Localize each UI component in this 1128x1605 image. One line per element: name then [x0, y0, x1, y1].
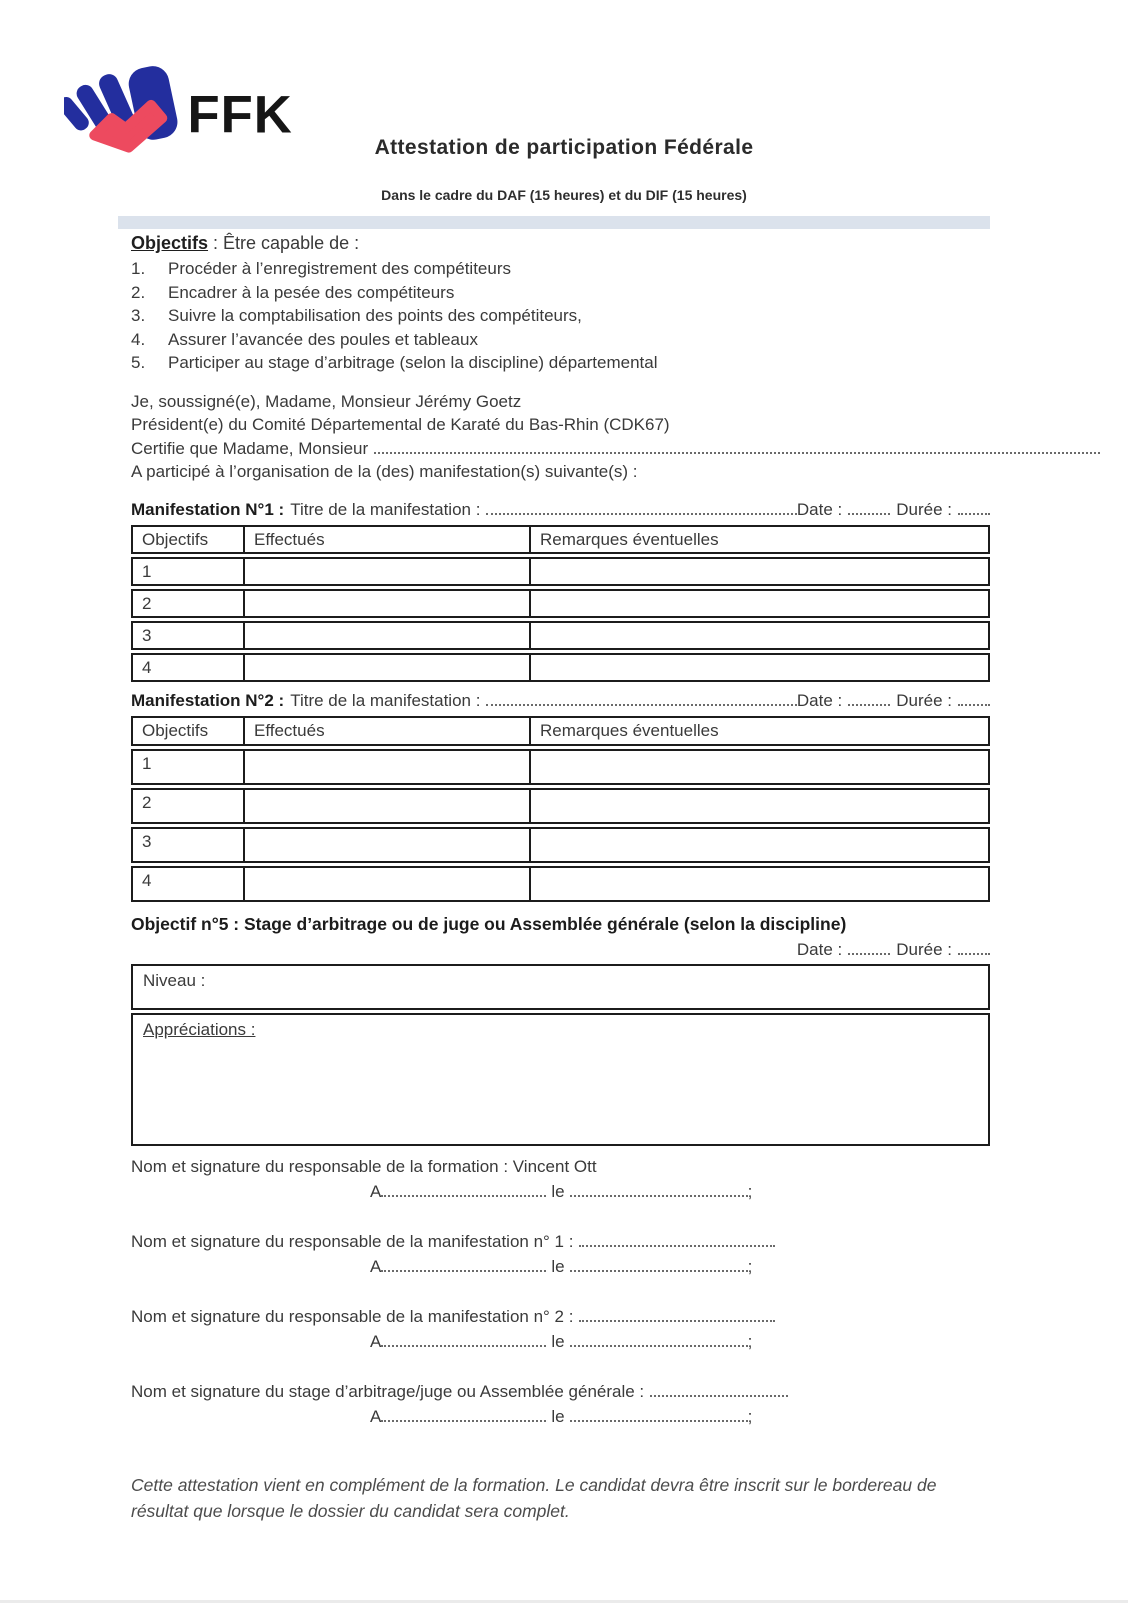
- signature-name-blank: [650, 1384, 788, 1397]
- objective-item: [131, 304, 990, 328]
- effectues-cell: [245, 653, 531, 682]
- effectues-cell: [245, 827, 531, 863]
- remarques-cell: [531, 866, 990, 902]
- signature-label-line: [131, 1230, 990, 1253]
- objective-item: [131, 351, 990, 375]
- signature-label: Nom et signature du stage d’arbitrage/juge ou Assemblée générale :: [131, 1381, 645, 1401]
- objective-text: Assurer l’avancée des poules et tableaux: [168, 329, 478, 349]
- declaration: [131, 390, 1100, 484]
- date-blank: [570, 1334, 748, 1347]
- manifestation1-label: Manifestation N°1 :: [131, 499, 285, 519]
- manifestation1-title-blank: [486, 502, 796, 515]
- effectues-cell: [245, 788, 531, 824]
- objective5-date-blank: [848, 942, 890, 955]
- manifestation2-duration-blank: [958, 693, 990, 706]
- table-row: [131, 788, 990, 824]
- objective-number: 4.: [131, 329, 146, 349]
- signature-label-line: [131, 1305, 990, 1328]
- place-blank: [381, 1409, 546, 1422]
- manifestation1-duration-label: Durée :: [896, 499, 952, 519]
- page-title: Attestation de participation Fédérale: [374, 136, 754, 159]
- objective5-duration-label: Durée :: [896, 939, 952, 959]
- objectif-cell: 2: [131, 788, 245, 824]
- manifestation2-table: [131, 713, 990, 905]
- table-header-row: [131, 525, 990, 554]
- le-label: le: [551, 1406, 565, 1426]
- objectif-cell: 4: [131, 653, 245, 682]
- objective5-heading: Objectif n°5 : Stage d’arbitrage ou de juge ou Assemblée générale (selon la discipline): [131, 913, 847, 934]
- signature-block-formation: [131, 1155, 990, 1203]
- signature-label: Nom et signature du responsable de la manifestation n° 1 :: [131, 1231, 574, 1251]
- col-header-objectifs: Objectifs: [131, 716, 245, 746]
- date-blank: [570, 1259, 748, 1272]
- niveau-box: [131, 964, 990, 1010]
- signature-place-date-line: [131, 1330, 990, 1353]
- objective-item: [131, 328, 990, 352]
- manifestation2-duration-label: Durée :: [896, 690, 952, 710]
- signature-block-manifestation1: [131, 1230, 990, 1278]
- effectues-cell: [245, 589, 531, 618]
- a-label: A: [370, 1406, 382, 1426]
- table-row: [131, 866, 990, 902]
- name-blank-field: [374, 441, 1100, 454]
- date-blank: [570, 1184, 748, 1197]
- objectif-cell: 3: [131, 621, 245, 650]
- remarques-cell: [531, 621, 990, 650]
- a-label: A: [370, 1181, 382, 1201]
- table-row: [131, 621, 990, 650]
- semicolon: ;: [747, 1406, 753, 1426]
- effectues-cell: [245, 866, 531, 902]
- objectif-cell: 4: [131, 866, 245, 902]
- manifestation1-heading: [131, 498, 990, 521]
- a-label: A: [370, 1256, 382, 1276]
- declaration-line1: Je, soussigné(e), Madame, Monsieur Jérémy Goetz: [131, 391, 522, 411]
- remarques-cell: [531, 653, 990, 682]
- col-header-effectues: Effectués: [245, 525, 531, 554]
- signature-value: Vincent Ott: [508, 1156, 597, 1176]
- manifestation1-date-blank: [848, 502, 890, 515]
- objective-text: Procéder à l’enregistrement des compétiteurs: [168, 259, 511, 278]
- le-label: le: [551, 1181, 565, 1201]
- signature-label-line: [131, 1155, 990, 1178]
- manifestation1-date-label: Date :: [796, 499, 843, 519]
- objectif-cell: 1: [131, 749, 245, 785]
- logo-text: FFK: [187, 85, 293, 145]
- manifestation2-label: Manifestation N°2 :: [131, 690, 285, 710]
- objectif-cell: 2: [131, 589, 245, 618]
- page-bottom-strip: [0, 1600, 1128, 1603]
- objective5-date-label: Date :: [796, 939, 843, 959]
- semicolon: ;: [747, 1181, 753, 1201]
- signature-label: Nom et signature du responsable de la manifestation n° 2 :: [131, 1306, 574, 1326]
- effectues-cell: [245, 621, 531, 650]
- remarques-cell: [531, 827, 990, 863]
- remarques-cell: [531, 589, 990, 618]
- col-header-remarques: Remarques éventuelles: [531, 716, 990, 746]
- signature-name-blank: [579, 1234, 775, 1247]
- page-subtitle: Dans le cadre du DAF (15 heures) et du DIF (15 heures): [381, 187, 747, 203]
- table-row: [131, 589, 990, 618]
- manifestation1-title-label: Titre de la manifestation :: [290, 499, 481, 519]
- place-blank: [381, 1184, 546, 1197]
- col-header-effectues: Effectués: [245, 716, 531, 746]
- manifestation2-title-blank: [486, 693, 796, 706]
- table-header-row: [131, 716, 990, 746]
- remarques-cell: [531, 788, 990, 824]
- effectues-cell: [245, 557, 531, 586]
- accent-bar: [118, 216, 990, 229]
- objectif-cell: 3: [131, 827, 245, 863]
- niveau-label: Niveau :: [143, 970, 206, 990]
- table-row: [131, 653, 990, 682]
- col-header-objectifs: Objectifs: [131, 525, 245, 554]
- place-blank: [381, 1334, 546, 1347]
- signature-label-line: [131, 1380, 990, 1403]
- signature-place-date-line: [131, 1180, 990, 1203]
- objective-number: 2.: [131, 282, 146, 302]
- a-label: A: [370, 1331, 382, 1351]
- le-label: le: [551, 1331, 565, 1351]
- manifestation1-table: [131, 522, 990, 685]
- semicolon: ;: [747, 1331, 753, 1351]
- table-row: [131, 749, 990, 785]
- table-row: [131, 827, 990, 863]
- le-label: le: [551, 1256, 565, 1276]
- signature-block-arbitrage: [131, 1380, 990, 1428]
- declaration-line2: Président(e) du Comité Départemental de Karaté du Bas-Rhin (CDK67): [131, 415, 670, 434]
- semicolon: ;: [747, 1256, 753, 1276]
- place-blank: [381, 1259, 546, 1272]
- manifestation2-date-blank: [848, 693, 890, 706]
- manifestation1-duration-blank: [958, 502, 990, 515]
- objective-text: Suivre la comptabilisation des points des compétiteurs,: [168, 306, 582, 325]
- objective-text: Participer au stage d’arbitrage (selon la discipline) départemental: [168, 353, 658, 372]
- objectives-label: Objectifs: [131, 233, 209, 253]
- objective-item: [131, 281, 990, 305]
- remarques-cell: [531, 749, 990, 785]
- signature-block-manifestation2: [131, 1305, 990, 1353]
- objective5-date-line: [131, 938, 990, 961]
- remarques-cell: [531, 557, 990, 586]
- effectues-cell: [245, 749, 531, 785]
- date-blank: [570, 1409, 748, 1422]
- signature-place-date-line: [131, 1405, 990, 1428]
- signature-label: Nom et signature du responsable de la formation :: [131, 1156, 509, 1176]
- objectives-heading: [131, 232, 990, 255]
- objectif-cell: 1: [131, 557, 245, 586]
- objective-text: Encadrer à la pesée des compétiteurs: [168, 282, 455, 302]
- declaration-line3: [131, 437, 1100, 461]
- objectives-suffix: : Être capable de :: [208, 233, 360, 253]
- certify-label: Certifie que Madame, Monsieur: [131, 438, 369, 458]
- table-row: [131, 557, 990, 586]
- col-header-remarques: Remarques éventuelles: [531, 525, 990, 554]
- manifestation2-heading: [131, 689, 990, 712]
- declaration-line4: A participé à l’organisation de la (des) manifestation(s) suivante(s) :: [131, 462, 638, 481]
- appreciations-box: [131, 1013, 990, 1146]
- signature-name-blank: [579, 1309, 775, 1322]
- objective-number: 1.: [131, 259, 146, 278]
- manifestation2-date-label: Date :: [796, 690, 843, 710]
- objective-item: [131, 257, 990, 281]
- manifestation2-title-label: Titre de la manifestation :: [290, 690, 481, 710]
- objective-number: 3.: [131, 306, 146, 325]
- signature-place-date-line: [131, 1255, 990, 1278]
- footer-note: Cette attestation vient en complément de la formation. Le candidat devra être inscrit sur le bordereau de résultat que lorsque le dossier du candidat sera complet.: [131, 1474, 937, 1521]
- appreciations-label: Appréciations :: [143, 1019, 256, 1039]
- objective-number: 5.: [131, 353, 146, 372]
- objective5-duration-blank: [958, 942, 990, 955]
- document-body: [131, 232, 990, 1524]
